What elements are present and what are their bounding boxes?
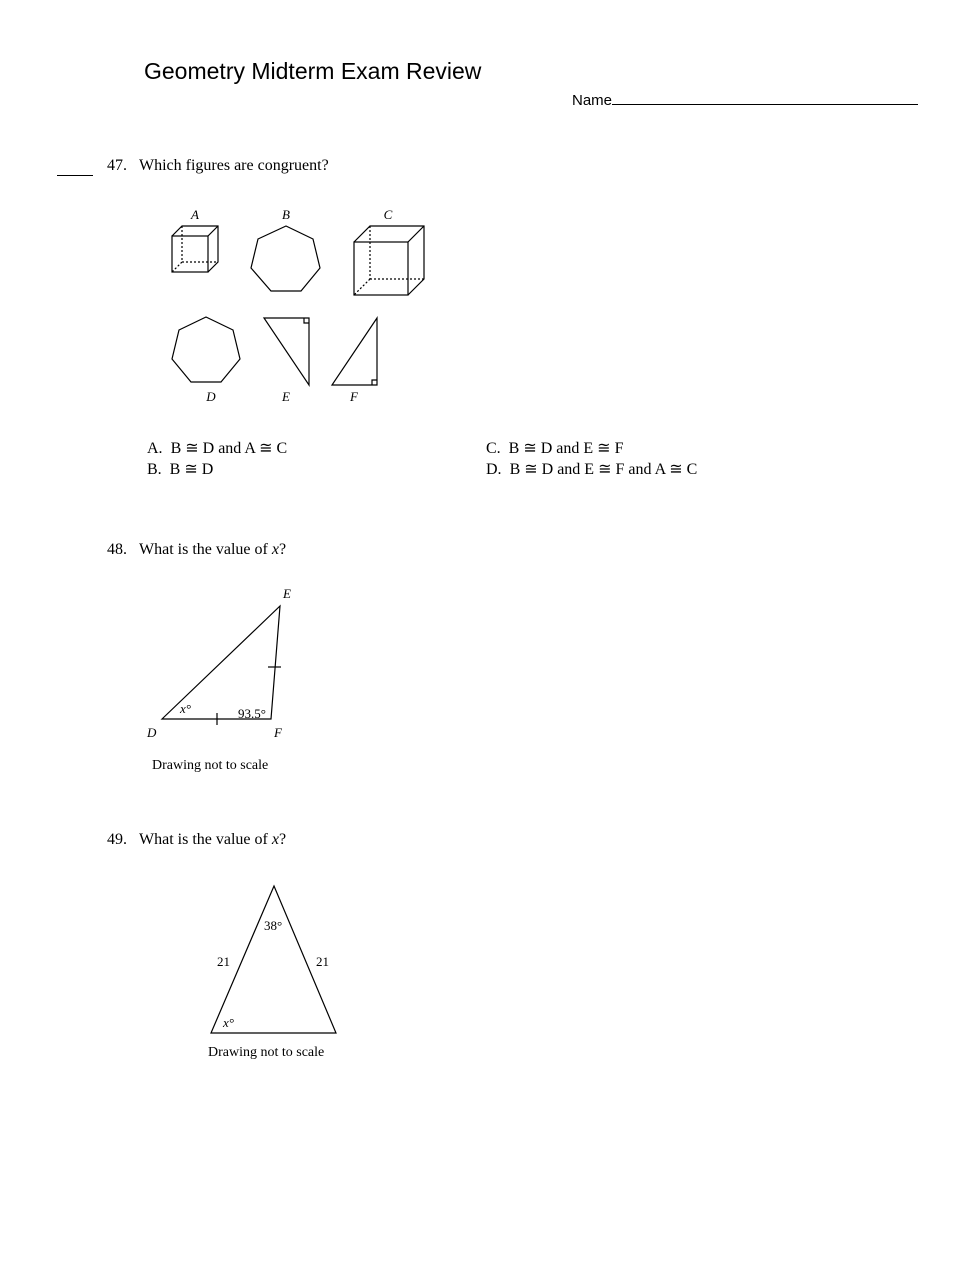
choice-letter: B. xyxy=(147,461,162,478)
angle-label-x: x° xyxy=(180,701,191,716)
name-label: Name xyxy=(572,92,613,109)
choice-letter: C. xyxy=(486,440,501,457)
left-side-label: 21 xyxy=(217,954,230,969)
apex-angle-label: 38° xyxy=(264,918,283,933)
figure-label-b: B xyxy=(282,207,290,222)
base-angle-label-x: x° xyxy=(223,1015,234,1030)
caption-49: Drawing not to scale xyxy=(208,1045,325,1060)
question-number: 49. xyxy=(107,831,127,848)
figure-label-a: A xyxy=(191,207,199,222)
right-side-label: 21 xyxy=(316,954,329,969)
choice-a[interactable] xyxy=(147,438,287,458)
cube-c xyxy=(354,226,424,295)
figure-label-c: C xyxy=(383,207,393,222)
question-49 xyxy=(107,831,286,849)
question-text-prefix: What is the value of xyxy=(139,541,272,558)
choice-b[interactable] xyxy=(147,459,213,479)
page-title: Geometry Midterm Exam Review xyxy=(144,58,482,84)
triangle-f xyxy=(332,318,377,385)
choice-text: B ≅ D and E ≅ F xyxy=(508,440,624,457)
question-48 xyxy=(107,541,286,559)
choice-letter: D. xyxy=(486,461,502,478)
choice-text: B ≅ D xyxy=(169,461,214,478)
choice-text: B ≅ D and A ≅ C xyxy=(170,440,288,457)
vertex-label-e: E xyxy=(283,586,291,601)
triangle-e xyxy=(264,318,309,385)
figure-label-f: F xyxy=(350,389,358,404)
question-number: 47. xyxy=(107,157,127,174)
choice-c[interactable] xyxy=(486,438,623,458)
question-text: Which figures are congruent? xyxy=(139,157,329,174)
choice-d[interactable] xyxy=(486,459,697,479)
question-variable: x xyxy=(271,541,279,558)
choice-text: B ≅ D and E ≅ F and A ≅ C xyxy=(509,461,698,478)
question-text-suffix: ? xyxy=(278,541,287,558)
choice-letter: A. xyxy=(147,440,163,457)
vertex-label-d: D xyxy=(147,725,157,740)
heptagon-d xyxy=(172,317,240,382)
heptagon-b xyxy=(251,226,320,291)
vertex-label-f: F xyxy=(274,725,282,740)
angle-label-93: 93.5° xyxy=(238,706,266,721)
question-number: 48. xyxy=(107,541,127,558)
question-text-suffix: ? xyxy=(278,831,287,848)
caption-48: Drawing not to scale xyxy=(152,758,269,773)
figure-label-e: E xyxy=(282,389,290,404)
cube-a xyxy=(172,226,218,272)
question-variable: x xyxy=(271,831,279,848)
question-text-prefix: What is the value of xyxy=(139,831,272,848)
figure-label-d: D xyxy=(206,389,216,404)
